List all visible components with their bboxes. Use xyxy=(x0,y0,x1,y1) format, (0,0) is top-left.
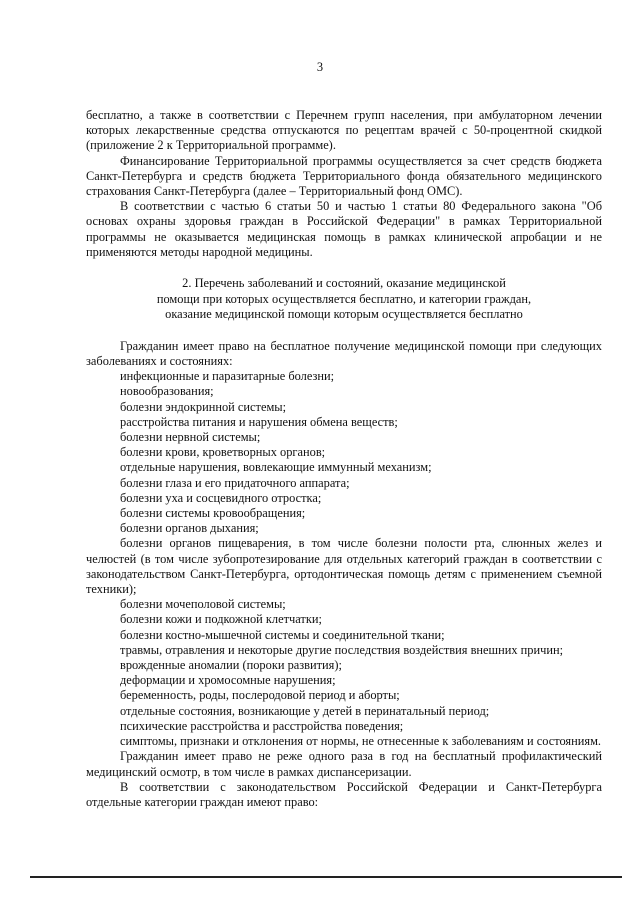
disease-item: деформации и хромосомные нарушения; xyxy=(120,673,336,688)
disease-item: болезни мочеполовой системы; xyxy=(120,597,286,612)
page-number: 3 xyxy=(316,60,324,74)
section-title-line: помощи при которых осуществляется бесплатно, и категории граждан, xyxy=(156,291,532,306)
disease-item: отдельные состояния, возникающие у детей в перинатальный период; xyxy=(120,703,490,718)
section-title-line: оказание медицинской помощи которым осуществляется бесплатно xyxy=(165,307,523,322)
disease-item: болезни кожи и подкожной клетчатки; xyxy=(120,612,322,627)
disease-item: болезни органов пищеварения, в том числе болезни полости рта, слюнных желез и челюстей (в том числе зубопротезирование для отдельных категорий граждан в соответствии с законодательством Санкт-Петербурга, ортодонтическая помощь детям с применением съемной техники); xyxy=(86,536,602,597)
disease-item: новообразования; xyxy=(120,384,214,399)
disease-item: беременность, роды, послеродовой период и аборты; xyxy=(120,688,400,703)
intro-paragraph-3: В соответствии с частью 6 статьи 50 и частью 1 статьи 80 Федерального закона "Об основах охраны здоровья граждан в Российской Федерации" в рамках Территориальной программы не оказывается медицинская помощь в рамках клинической апробации и не применяются методы народной медицины. xyxy=(86,199,602,259)
disease-item: инфекционные и паразитарные болезни; xyxy=(120,369,335,384)
disease-item: болезни костно-мышечной системы и соединительной ткани; xyxy=(120,627,445,642)
disease-item: травмы, отравления и некоторые другие последствия воздействия внешних причин; xyxy=(120,642,564,657)
section-lead: Гражданин имеет право на бесплатное получение медицинской помощи при следующих заболеваниях и состояниях: xyxy=(86,338,602,369)
section-title xyxy=(86,276,602,323)
disease-item: болезни эндокринной системы; xyxy=(120,399,287,414)
disease-item: болезни органов дыхания; xyxy=(120,521,259,536)
section-title-line: 2. Перечень заболеваний и состояний, оказание медицинской xyxy=(182,276,506,291)
disease-item: болезни крови, кроветворных органов; xyxy=(120,445,326,460)
intro-paragraph-2: Финансирование Территориальной программы осуществляется за счет средств бюджета Санкт-Петербурга и средств бюджета Территориального фонда обязательного медицинского страхования Санкт-Петербурга (далее – Территориальный фонд ОМС). xyxy=(86,153,602,199)
disease-item: болезни уха и сосцевидного отростка; xyxy=(120,490,322,505)
disease-list xyxy=(86,369,602,749)
closing-paragraph-1: Гражданин имеет право не реже одного раза в год на бесплатный профилактический медицинский осмотр, в том числе в рамках диспансеризации. xyxy=(86,749,602,779)
document-body xyxy=(86,108,602,810)
disease-item: симптомы, признаки и отклонения от нормы, не отнесенные к заболеваниям и состояниям. xyxy=(120,734,602,749)
disease-item: болезни нервной системы; xyxy=(120,430,261,445)
disease-item: болезни глаза и его придаточного аппарата; xyxy=(120,475,350,490)
disease-item: психические расстройства и расстройства поведения; xyxy=(120,718,404,733)
disease-item: болезни системы кровообращения; xyxy=(120,506,306,521)
disease-item: врожденные аномалии (пороки развития); xyxy=(120,658,342,673)
disease-item: отдельные нарушения, вовлекающие иммунный механизм; xyxy=(120,460,432,475)
closing-paragraph-2: В соответствии с законодательством Российской Федерации и Санкт-Петербурга отдельные категории граждан имеют право: xyxy=(86,779,602,809)
disease-item: расстройства питания и нарушения обмена веществ; xyxy=(120,414,398,429)
intro-paragraph-1: бесплатно, а также в соответствии с Перечнем групп населения, при амбулаторном лечении которых лекарственные средства отпускаются по рецептам врачей с 50-процентной скидкой (приложение 2 к Территориальной программе). xyxy=(86,108,602,153)
bottom-rule xyxy=(30,876,622,878)
